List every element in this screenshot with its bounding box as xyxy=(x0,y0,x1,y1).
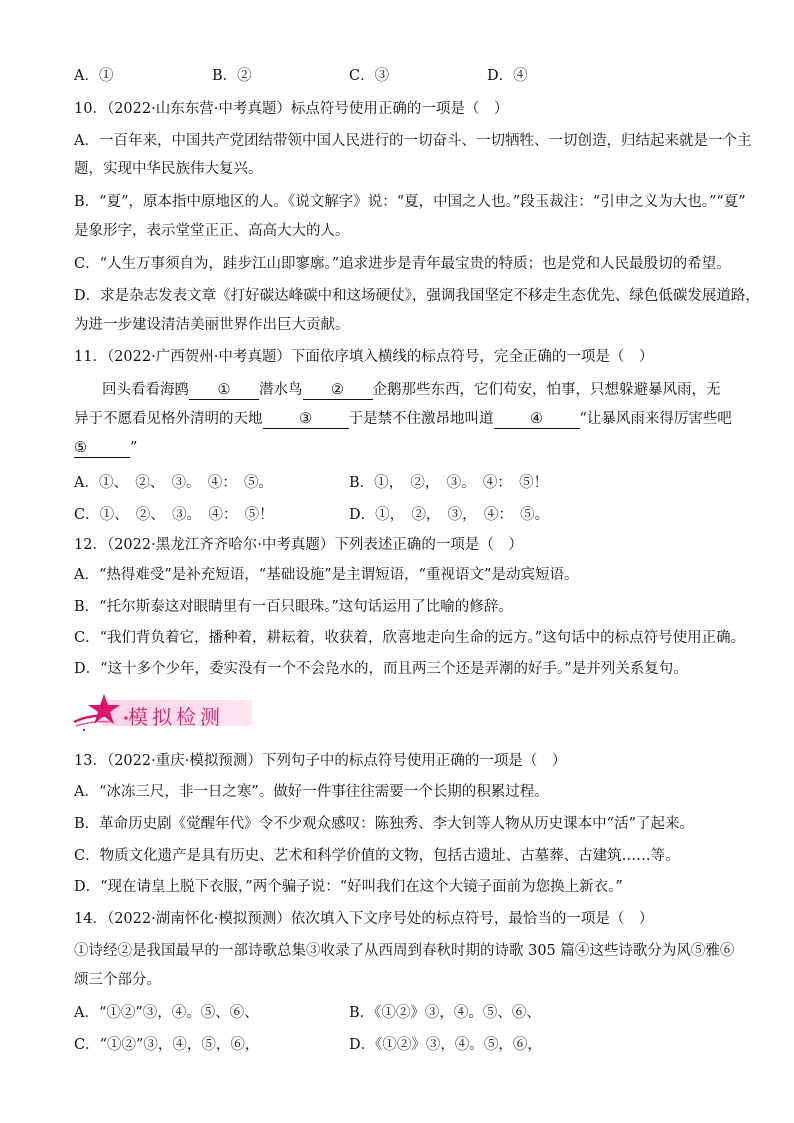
q9-option-b: B．② xyxy=(212,68,252,84)
q14-option-a: A．“①②”③，④。⑤、⑥、 xyxy=(74,1005,259,1021)
q11-text-1: 回头看看海鸥 xyxy=(102,382,189,398)
q14-text-line2: 颂三个部分。 xyxy=(74,972,161,988)
q13-option-a: A．“冰冻三尺，非一日之寒”。做好一件事往往需要一个长期的积累过程。 xyxy=(74,784,549,800)
q11-text-4: 异于不愿看见格外清明的天地 xyxy=(74,411,263,427)
section-banner xyxy=(70,692,255,732)
q10-option-b-line2: 是象形字，表示堂堂正正、高高大大的人。 xyxy=(74,223,350,239)
q9-option-a: A．① xyxy=(74,68,114,84)
q13-option-c: C．物质文化遗产是具有历史、艺术和科学价值的文物，包括古遗址、古墓葬、古建筑……等。 xyxy=(74,848,680,864)
q11-passage-line3 xyxy=(74,438,724,458)
q10-stem: 10．（2022·山东东营·中考真题）标点符号使用正确的一项是（ ） xyxy=(74,101,509,117)
q10-option-a-line1: A．一百年来，中国共产党团结带领中国人民进行的一切奋斗、一切牺牲、一切创造，归结起来就是一个主 xyxy=(74,133,752,149)
q11-text-2: 潜水鸟 xyxy=(259,382,303,398)
q10-option-d-line1: D．求是杂志发表文章《打好碳达峰碳中和这场硬仗》，强调我国坚定不移走生态优先、绿色低碳发展道路， xyxy=(74,288,760,304)
q11-option-a: A．①、 ②、 ③。 ④： ⑤。 xyxy=(74,475,273,491)
q11-text-6: “让暴风雨来得厉害些吧 xyxy=(579,411,732,427)
q14-text-line1: ①诗经②是我国最早的一部诗歌总集③收录了从西周到春秋时期的诗歌 305 篇④这些诗歌分为风⑤雅⑥ xyxy=(74,943,735,959)
q11-option-b: B．①， ②， ③。 ④： ⑤！ xyxy=(349,475,549,491)
q11-option-c: C．①、 ②、 ③。 ④： ⑤！ xyxy=(74,507,274,523)
section-title: 模拟检测 xyxy=(128,705,224,729)
q14-option-b: B．《①②》③，④。⑤、⑥、 xyxy=(349,1005,541,1021)
q12-option-a: A．“热得难受”是补充短语，“基础设施”是主谓短语，“重视语文”是动宾短语。 xyxy=(74,567,579,583)
q11-passage-line1 xyxy=(102,380,722,400)
q11-blank-2: ② xyxy=(303,381,373,400)
q10-option-b-line1: B．“夏”，原本指中原地区的人。《说文解字》说：“夏，中国之人也。”段玉裁注：“引申之义为大也。”“夏” xyxy=(74,194,746,210)
q10-option-d-line2: 为进一步建设清洁美丽世界作出巨大贡献。 xyxy=(74,317,350,333)
q11-blank-5: ⑤ xyxy=(74,439,130,458)
q11-text-5: 于是禁不住激昂地叫道 xyxy=(348,411,494,427)
q13-stem: 13．（2022·重庆·模拟预测）下列句子中的标点符号使用正确的一项是（ ） xyxy=(74,753,567,769)
q11-blank-4: ④ xyxy=(494,410,580,429)
q12-stem: 12．（2022·黑龙江齐齐哈尔·中考真题）下列表述正确的一项是（ ） xyxy=(74,537,523,553)
q11-text-3: 企鹅那些东西，它们苟安，怕事，只想躲避暴风雨，无 xyxy=(372,382,721,398)
q12-option-d: D．“这十多个少年，委实没有一个不会凫水的，而且两三个还是弄潮的好手。”是并列关系复句。 xyxy=(74,661,688,677)
q14-option-d: D．《①②》③，④。⑤，⑥， xyxy=(349,1037,542,1053)
q13-option-b: B．革命历史剧《觉醒年代》令不少观众感叹：陈独秀、李大钊等人物从历史课本中“活”了起来。 xyxy=(74,816,694,832)
q10-option-c: C．“人生万事须自为，跬步江山即寥廓。”追求进步是青年最宝贵的特质；也是党和人民最殷切的希望。 xyxy=(74,256,731,272)
q12-option-c: C．“我们背负着它，播种着，耕耘着，收获着，欣喜地走向生命的远方。”这句话中的标点符号使用正确。 xyxy=(74,630,746,646)
q14-stem: 14．（2022·湖南怀化·模拟预测）依次填入下文序号处的标点符号，最恰当的一项是（ ） xyxy=(74,911,654,927)
q12-option-b: B．“托尔斯泰这对眼睛里有一百只眼珠。”这句话运用了比喻的修辞。 xyxy=(74,599,513,615)
q9-option-d: D．④ xyxy=(487,68,528,84)
q14-option-c: C．“①②”③，④，⑤，⑥， xyxy=(74,1037,260,1053)
q11-option-d: D．①， ②， ③， ④： ⑤。 xyxy=(349,507,550,523)
q9-option-c: C．③ xyxy=(349,68,390,84)
q11-passage-line2 xyxy=(74,409,732,429)
q11-stem: 11．（2022·广西贺州·中考真题）下面依序填入横线的标点符号，完全正确的一项是（ ） xyxy=(74,349,654,365)
q11-blank-3: ③ xyxy=(263,410,349,429)
q13-option-d: D．“现在请皇上脱下衣服，”两个骗子说：“好叫我们在这个大镜子面前为您换上新衣。” xyxy=(74,879,623,895)
q11-blank-1: ① xyxy=(189,381,259,400)
q10-option-a-line2: 题，实现中华民族伟大复兴。 xyxy=(74,161,263,177)
q11-text-7: ” xyxy=(130,440,138,456)
